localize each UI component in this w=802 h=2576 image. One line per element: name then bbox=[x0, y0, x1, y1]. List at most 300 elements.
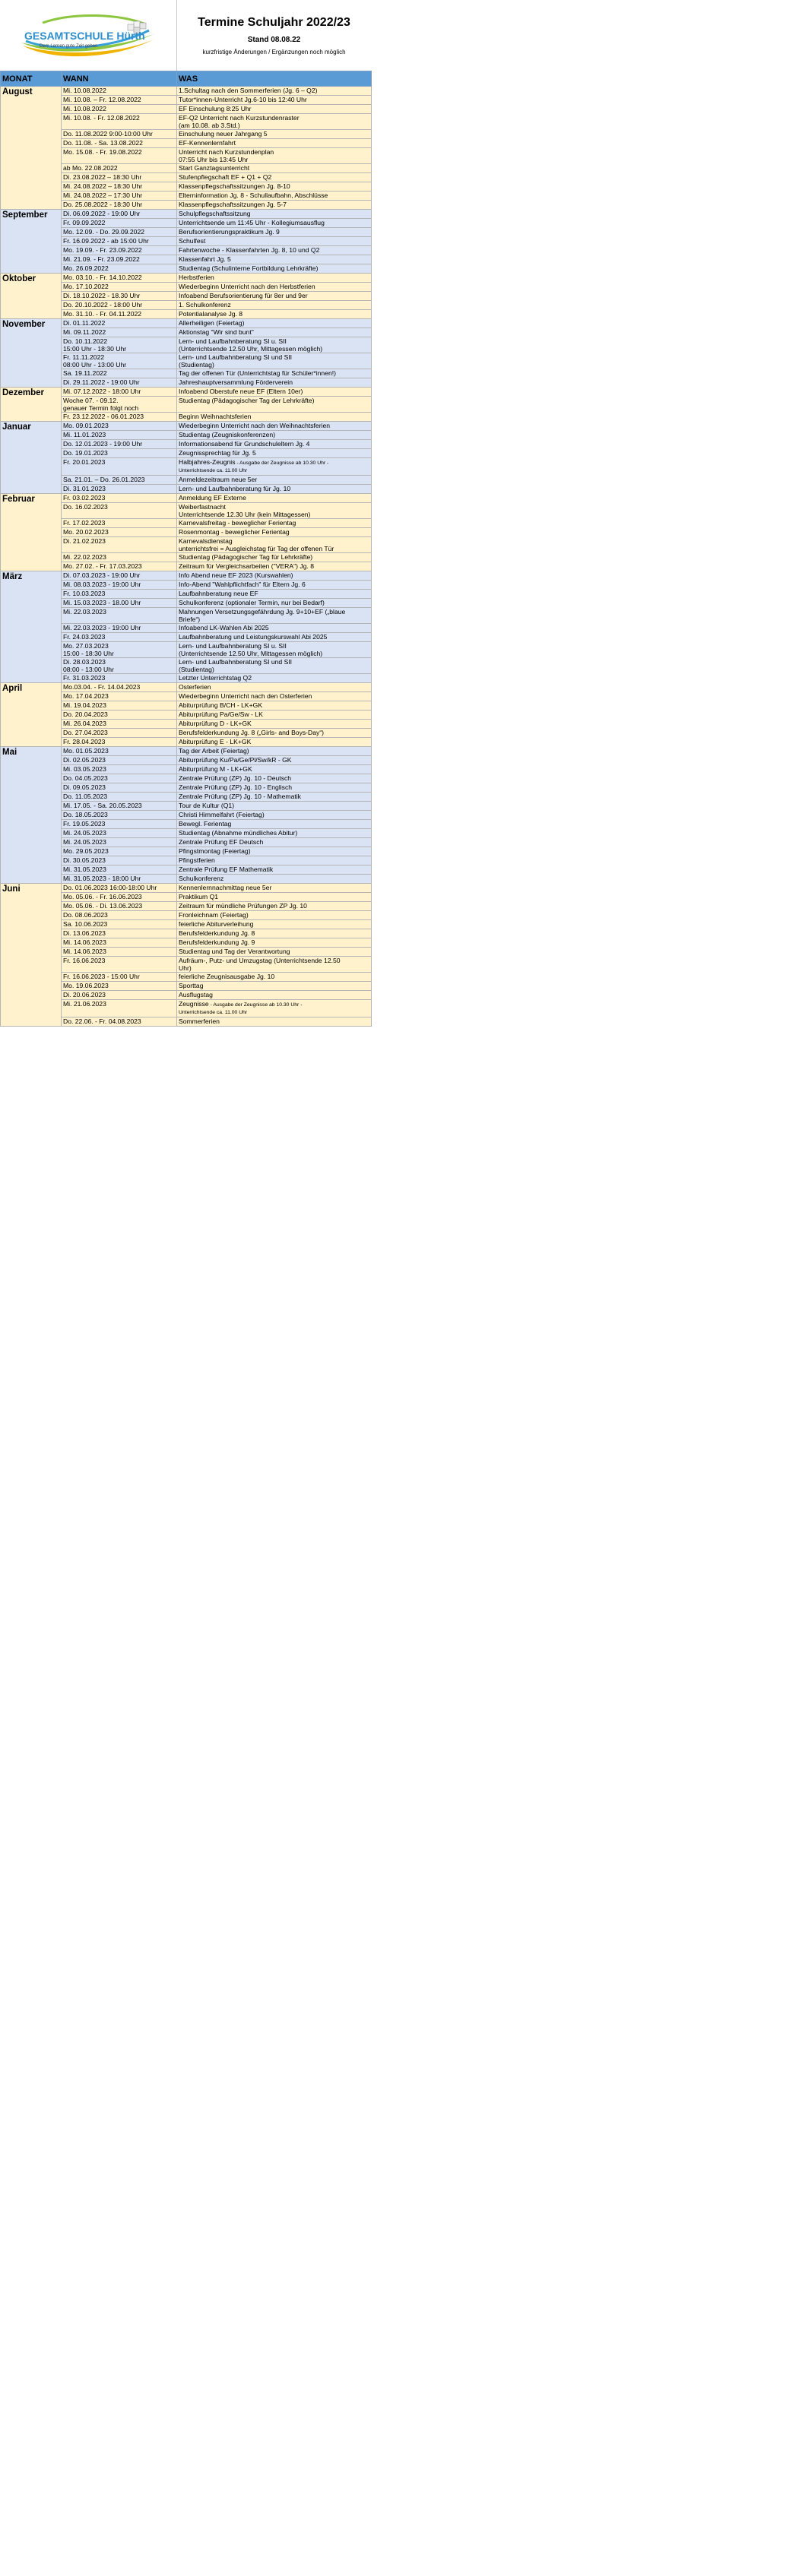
logo-slogan: Dem Lernen gute Zeit geben bbox=[40, 44, 98, 49]
what-text-main: Schulkonferenz (optionaler Termin, nur bei Bedarf) bbox=[179, 599, 325, 606]
when-text: Mi. 09.11.2022 bbox=[63, 328, 106, 336]
what-cell bbox=[177, 811, 372, 820]
when-text-line2: 08:00 - 13:00 Uhr bbox=[63, 666, 114, 673]
when-cell bbox=[62, 624, 177, 633]
what-text bbox=[179, 893, 369, 900]
what-text bbox=[179, 182, 369, 190]
what-text-main: Halbjahres-Zeugnis bbox=[179, 458, 236, 466]
what-cell bbox=[177, 494, 372, 503]
what-text bbox=[179, 105, 369, 112]
when-cell bbox=[62, 328, 177, 337]
when-text: Woche 07. - 09.12. bbox=[63, 397, 119, 404]
when-text: Fr. 09.09.2022 bbox=[63, 219, 106, 226]
what-cell bbox=[177, 658, 372, 674]
when-cell bbox=[62, 191, 177, 201]
what-text bbox=[179, 902, 369, 910]
what-cell bbox=[177, 246, 372, 255]
when-cell bbox=[62, 590, 177, 599]
what-text bbox=[179, 982, 369, 989]
when-cell bbox=[62, 948, 177, 957]
what-text bbox=[179, 948, 369, 955]
when-cell bbox=[62, 608, 177, 624]
what-text-line2: (am 10.08. ab 3.Std.) bbox=[179, 122, 240, 129]
what-text bbox=[179, 301, 369, 309]
when-cell bbox=[62, 642, 177, 658]
when-cell bbox=[62, 528, 177, 537]
when-text: Di. 18.10.2022 - 18.30 Uhr bbox=[63, 292, 141, 299]
what-text bbox=[179, 847, 369, 855]
what-cell bbox=[177, 929, 372, 938]
what-text-small: - Ausgabe der Zeugnisse ab 10.30 Uhr - bbox=[208, 1002, 303, 1008]
what-text bbox=[179, 319, 369, 327]
what-cell bbox=[177, 105, 372, 114]
when-cell bbox=[62, 397, 177, 413]
what-text bbox=[179, 642, 369, 650]
when-cell bbox=[62, 957, 177, 973]
what-text-main: Wiederbeginn Unterricht nach den Weihnachtsferien bbox=[179, 422, 331, 429]
what-text-main: Fahrtenwoche - Klassenfahrten Jg. 8, 10 und Q2 bbox=[179, 246, 320, 254]
when-text: Do. 25.08.2022 - 18:30 Uhr bbox=[63, 201, 143, 208]
what-text bbox=[179, 440, 369, 448]
what-text bbox=[179, 581, 369, 588]
what-cell bbox=[177, 581, 372, 590]
what-cell bbox=[177, 783, 372, 793]
table-row bbox=[1, 274, 372, 283]
what-text-main: Abiturprüfung Ku/Pa/Ge/Pl/Sw/kR - GK bbox=[179, 756, 292, 764]
when-cell bbox=[62, 793, 177, 802]
what-cell bbox=[177, 793, 372, 802]
when-text: Mo. 19.06.2023 bbox=[63, 982, 109, 989]
what-text bbox=[179, 802, 369, 809]
schedule-body bbox=[1, 87, 372, 1027]
when-text: Mi. 08.03.2023 - 19:00 Uhr bbox=[63, 581, 141, 588]
schedule-table bbox=[0, 71, 372, 1027]
what-text-main: Beginn Weihnachtsferien bbox=[179, 413, 252, 420]
what-text bbox=[179, 562, 369, 570]
what-cell bbox=[177, 219, 372, 228]
when-cell bbox=[62, 633, 177, 642]
when-cell bbox=[62, 237, 177, 246]
month-cell: August bbox=[1, 87, 62, 210]
what-cell bbox=[177, 191, 372, 201]
change-note: kurzfristige Änderungen / Ergänzungen noch möglich bbox=[202, 49, 346, 55]
what-text bbox=[179, 210, 369, 217]
what-text-main: Pfingstmontag (Feiertag) bbox=[179, 847, 251, 855]
when-text: Di. 31.01.2023 bbox=[63, 485, 106, 492]
when-text: Do. 20.10.2022 - 18:00 Uhr bbox=[63, 301, 143, 309]
when-text: Fr. 16.06.2023 - 15:00 Uhr bbox=[63, 973, 140, 980]
table-row bbox=[1, 388, 372, 397]
when-cell bbox=[62, 255, 177, 264]
what-text-main: Studientag (Pädagogischer Tag der Lehrkräfte) bbox=[179, 397, 315, 404]
what-cell bbox=[177, 337, 372, 353]
when-cell bbox=[62, 929, 177, 938]
what-text-main: Info Abend neue EF 2023 (Kurswahlen) bbox=[179, 571, 293, 579]
month-cell: Mai bbox=[1, 747, 62, 884]
month-cell: März bbox=[1, 571, 62, 683]
what-text bbox=[179, 911, 369, 919]
when-text: Mi. 15.03.2023 - 18.00 Uhr bbox=[63, 599, 141, 606]
table-row bbox=[1, 494, 372, 503]
what-text-main: Unterrichtsende um 11:45 Uhr - Kollegiumsausflug bbox=[179, 219, 325, 226]
what-text-main: Berufsfelderkundung Jg. 8 bbox=[179, 929, 255, 937]
what-text-main: Zeitraum für Vergleichsarbeiten ("VERA") Jg. 8 bbox=[179, 562, 315, 570]
what-text bbox=[179, 866, 369, 873]
month-cell: Dezember bbox=[1, 388, 62, 422]
logo-text: GESAMTSCHULE Hürth bbox=[24, 30, 145, 42]
when-cell bbox=[62, 431, 177, 440]
when-text: Mi. 07.12.2022 - 18:00 Uhr bbox=[63, 388, 141, 395]
what-text-main: Abiturprüfung E - LK+GK bbox=[179, 738, 252, 745]
month-cell: September bbox=[1, 210, 62, 274]
what-cell bbox=[177, 431, 372, 440]
month-cell: Juni bbox=[1, 884, 62, 1027]
what-cell bbox=[177, 982, 372, 991]
what-text bbox=[179, 310, 369, 318]
what-text-main: feierliche Zeugnisausgabe Jg. 10 bbox=[179, 973, 275, 980]
when-cell bbox=[62, 911, 177, 920]
when-text: Mi. 22.02.2023 bbox=[63, 553, 106, 561]
what-text-main: Infoabend LK-Wahlen Abi 2025 bbox=[179, 624, 269, 631]
what-text-main: Tour de Kultur (Q1) bbox=[179, 802, 235, 809]
when-cell bbox=[62, 105, 177, 114]
when-cell bbox=[62, 747, 177, 756]
when-cell bbox=[62, 729, 177, 738]
what-text-main: Info-Abend "Wahlpflichtfach" für Eltern Jg. 6 bbox=[179, 581, 306, 588]
what-text bbox=[179, 87, 369, 94]
what-text bbox=[179, 811, 369, 818]
what-cell bbox=[177, 729, 372, 738]
when-text: Mi. 10.08. – Fr. 12.08.2022 bbox=[63, 96, 141, 103]
when-cell bbox=[62, 353, 177, 369]
month-cell: April bbox=[1, 683, 62, 747]
what-text-line2: Unterrichtsende 12.30 Uhr (kein Mittagessen) bbox=[179, 511, 311, 518]
table-header-row bbox=[1, 71, 372, 87]
when-text: Mi. 26.04.2023 bbox=[63, 720, 106, 727]
when-cell bbox=[62, 674, 177, 683]
when-cell bbox=[62, 114, 177, 130]
what-text-main: Bewegl. Ferientag bbox=[179, 820, 232, 828]
when-text: Mi. 10.08.2022 bbox=[63, 87, 106, 94]
what-text bbox=[179, 413, 369, 420]
when-text: Mi. 22.03.2023 bbox=[63, 608, 106, 616]
what-text bbox=[179, 353, 369, 361]
month-cell: Januar bbox=[1, 422, 62, 494]
what-cell bbox=[177, 590, 372, 599]
what-text bbox=[179, 756, 369, 764]
when-text: Mi. 14.06.2023 bbox=[63, 938, 106, 946]
what-text-main: Weiberfastnacht bbox=[179, 503, 226, 511]
when-text: Di. 02.05.2023 bbox=[63, 756, 106, 764]
what-text bbox=[179, 599, 369, 606]
what-text-main: Schulkonferenz bbox=[179, 875, 224, 882]
table-row bbox=[1, 319, 372, 328]
when-cell bbox=[62, 503, 177, 519]
what-text-main: Zentrale Prüfung (ZP) Jg. 10 - Englisch bbox=[179, 783, 293, 791]
when-text: Di. 01.11.2022 bbox=[63, 319, 106, 327]
when-text: Mi. 11.01.2023 bbox=[63, 431, 106, 438]
when-text: Di. 13.06.2023 bbox=[63, 929, 106, 937]
what-text bbox=[179, 710, 369, 718]
when-text: Do. 18.05.2023 bbox=[63, 811, 108, 818]
what-text bbox=[179, 130, 369, 138]
what-cell bbox=[177, 201, 372, 210]
what-text bbox=[179, 328, 369, 336]
when-text: Sa. 19.11.2022 bbox=[63, 369, 107, 377]
what-cell bbox=[177, 562, 372, 571]
what-text-main: Infoabend Oberstufe neue EF (Eltern 10er) bbox=[179, 388, 303, 395]
table-row bbox=[1, 884, 372, 893]
what-cell bbox=[177, 856, 372, 866]
when-cell bbox=[62, 991, 177, 1000]
what-text-main: Mahnungen Versetzungsgefährdung Jg. 9+10+EF („blaue bbox=[179, 608, 346, 616]
what-text bbox=[179, 485, 369, 492]
when-cell bbox=[62, 738, 177, 747]
what-text-main: Zeugnissprechtag für Jg. 5 bbox=[179, 449, 256, 457]
when-text: Mo. 17.04.2023 bbox=[63, 692, 109, 700]
when-text: Fr. 31.03.2023 bbox=[63, 674, 106, 682]
what-text bbox=[179, 191, 369, 199]
what-text-main: Abiturprüfung D - LK+GK bbox=[179, 720, 252, 727]
when-cell bbox=[62, 973, 177, 982]
when-cell bbox=[62, 369, 177, 378]
when-text: Mo. 19.09. - Fr. 23.09.2022 bbox=[63, 246, 142, 254]
what-cell bbox=[177, 353, 372, 369]
what-text-main: Fronleichnam (Feiertag) bbox=[179, 911, 249, 919]
what-text bbox=[179, 674, 369, 682]
when-text: Di. 29.11.2022 - 19:00 Uhr bbox=[63, 378, 140, 386]
what-cell bbox=[177, 397, 372, 413]
what-text bbox=[179, 938, 369, 946]
what-text bbox=[179, 164, 369, 172]
when-text: Do. 19.01.2023 bbox=[63, 449, 108, 457]
what-text-line2: (Unterrichtsende 12.50 Uhr, Mittagessen möglich) bbox=[179, 345, 323, 353]
what-cell bbox=[177, 642, 372, 658]
what-cell bbox=[177, 114, 372, 130]
what-text-main: Pfingstferien bbox=[179, 856, 215, 864]
when-cell bbox=[62, 449, 177, 458]
what-text bbox=[179, 337, 369, 345]
what-text bbox=[179, 590, 369, 597]
what-text-main: Karnevalsfreitag - beweglicher Ferientag bbox=[179, 519, 296, 527]
what-cell bbox=[177, 920, 372, 929]
when-cell bbox=[62, 413, 177, 422]
month-cell: November bbox=[1, 319, 62, 388]
when-cell bbox=[62, 683, 177, 692]
what-text-main: Zentrale Prüfung EF Deutsch bbox=[179, 838, 264, 846]
when-cell bbox=[62, 378, 177, 388]
when-cell bbox=[62, 219, 177, 228]
when-text: Mo. 31.10. - Fr. 04.11.2022 bbox=[63, 310, 142, 318]
what-text-main: Letzter Unterrichtstag Q2 bbox=[179, 674, 252, 682]
what-cell bbox=[177, 130, 372, 139]
when-text: Mo. 03.10. - Fr. 14.10.2022 bbox=[63, 274, 142, 281]
what-cell bbox=[177, 378, 372, 388]
what-text bbox=[179, 991, 369, 998]
what-text-main: Aktionstag "Wir sind bunt" bbox=[179, 328, 254, 336]
when-cell bbox=[62, 264, 177, 274]
table-row bbox=[1, 683, 372, 692]
what-text bbox=[179, 503, 369, 511]
document-header bbox=[0, 0, 371, 71]
what-text bbox=[179, 255, 369, 263]
what-cell bbox=[177, 957, 372, 973]
what-text-main: Karnevalsdienstag bbox=[179, 537, 233, 545]
what-cell bbox=[177, 875, 372, 884]
what-text bbox=[179, 929, 369, 937]
what-cell bbox=[177, 164, 372, 173]
what-cell bbox=[177, 301, 372, 310]
when-text: Fr. 16.09.2022 - ab 15:00 Uhr bbox=[63, 237, 149, 245]
what-text bbox=[179, 237, 369, 245]
when-text: Mo. 27.03.2023 bbox=[63, 642, 109, 650]
when-cell bbox=[62, 310, 177, 319]
what-cell bbox=[177, 503, 372, 519]
when-text: Di. 09.05.2023 bbox=[63, 783, 106, 791]
when-text: Mo. 29.05.2023 bbox=[63, 847, 109, 855]
what-cell bbox=[177, 264, 372, 274]
what-text-main: Lern- und Laufbahnberatung SI und SII bbox=[179, 353, 293, 361]
when-text: Mi. 22.03.2023 - 19:00 Uhr bbox=[63, 624, 141, 631]
when-text: Mo. 12.09. - Do. 29.09.2022 bbox=[63, 228, 145, 236]
what-text-line2: (Studientag) bbox=[179, 666, 214, 673]
what-text-main: Zentrale Prüfung EF Mathematik bbox=[179, 866, 274, 873]
what-text-main: Kennenlernnachmittag neue 5er bbox=[179, 884, 272, 891]
what-cell bbox=[177, 829, 372, 838]
when-text: Mi. 19.04.2023 bbox=[63, 701, 106, 709]
when-text: Mi. 21.06.2023 bbox=[63, 1000, 106, 1008]
when-text: Mo. 27.02. - Fr. 17.03.2023 bbox=[63, 562, 142, 570]
when-cell bbox=[62, 866, 177, 875]
month-cell: Februar bbox=[1, 494, 62, 571]
when-text: Mi. 31.05.2023 - 18:00 Uhr bbox=[63, 875, 141, 882]
what-text-main: 1.Schultag nach den Sommerferien (Jg. 6 – Q2) bbox=[179, 87, 318, 94]
when-text: Do. 20.04.2023 bbox=[63, 710, 108, 718]
what-cell bbox=[177, 701, 372, 710]
when-cell bbox=[62, 148, 177, 164]
what-text bbox=[179, 476, 369, 483]
what-text-main: Start Ganztagsunterricht bbox=[179, 164, 250, 172]
when-cell bbox=[62, 87, 177, 96]
when-text-line2: 15:00 Uhr - 18:30 Uhr bbox=[63, 345, 127, 353]
when-cell bbox=[62, 173, 177, 182]
when-text: Do. 11.08.2022 9:00-10:00 Uhr bbox=[63, 130, 153, 138]
what-text-main: Zentrale Prüfung (ZP) Jg. 10 - Deutsch bbox=[179, 774, 292, 782]
what-text-main: Elterninformation Jg. 8 - Schullaufbahn, Abschlüsse bbox=[179, 191, 328, 199]
what-text-main: EF Einschulung 8:25 Uhr bbox=[179, 105, 252, 112]
when-cell bbox=[62, 884, 177, 893]
what-cell bbox=[177, 182, 372, 191]
what-text-main: Sommerferien bbox=[179, 1017, 220, 1025]
what-cell bbox=[177, 884, 372, 893]
what-text bbox=[179, 264, 369, 272]
when-cell bbox=[62, 599, 177, 608]
when-text: Fr. 10.03.2023 bbox=[63, 590, 106, 597]
what-cell bbox=[177, 274, 372, 283]
what-text-main: Abiturprüfung B/CH - LK+GK bbox=[179, 701, 263, 709]
what-text bbox=[179, 274, 369, 281]
schedule-page bbox=[0, 0, 371, 1191]
when-cell bbox=[62, 201, 177, 210]
stand-date: Stand 08.08.22 bbox=[247, 36, 301, 44]
when-text: Mo. 20.02.2023 bbox=[63, 528, 109, 536]
what-cell bbox=[177, 519, 372, 528]
what-text-main: Klassenpflegschaftssitzungen Jg. 8-10 bbox=[179, 182, 290, 190]
what-cell bbox=[177, 847, 372, 856]
what-cell bbox=[177, 683, 372, 692]
what-text-main: Tutor*innen-Unterricht Jg.6-10 bis 12:40 Uhr bbox=[179, 96, 307, 103]
what-cell bbox=[177, 310, 372, 319]
when-text: Fr. 20.01.2023 bbox=[63, 458, 106, 466]
what-cell bbox=[177, 911, 372, 920]
when-text: Mi. 24.05.2023 bbox=[63, 838, 106, 846]
when-text: Sa. 21.01. – Do. 26.01.2023 bbox=[63, 476, 145, 483]
what-text bbox=[179, 633, 369, 641]
when-cell bbox=[62, 710, 177, 720]
what-cell bbox=[177, 802, 372, 811]
what-text-line2: unterrichtsfrei = Ausgleichstag für Tag der offenen Tür bbox=[179, 545, 334, 552]
what-text-main: feierliche Abiturverleihung bbox=[179, 920, 254, 928]
what-text-main: Einschulung neuer Jahrgang 5 bbox=[179, 130, 268, 138]
what-cell bbox=[177, 938, 372, 948]
what-cell bbox=[177, 738, 372, 747]
when-text: Do. 11.05.2023 bbox=[63, 793, 108, 800]
what-cell bbox=[177, 388, 372, 397]
when-text: Fr. 28.04.2023 bbox=[63, 738, 106, 745]
when-text: Fr. 23.12.2022 - 06.01.2023 bbox=[63, 413, 144, 420]
school-logo bbox=[0, 0, 177, 71]
what-text-line2: (Studientag) bbox=[179, 361, 214, 369]
what-cell bbox=[177, 599, 372, 608]
what-text bbox=[179, 973, 369, 980]
what-text bbox=[179, 397, 369, 404]
when-cell bbox=[62, 938, 177, 948]
what-cell bbox=[177, 720, 372, 729]
what-text bbox=[179, 701, 369, 709]
what-text-main: Studientag (Schulinterne Fortbildung Lehrkräfte) bbox=[179, 264, 319, 272]
what-text-main: Aufräum-, Putz- und Umzugstag (Unterrichtsende 12.50 bbox=[179, 957, 341, 964]
when-cell bbox=[62, 875, 177, 884]
when-cell bbox=[62, 553, 177, 562]
what-text-main: Abiturprüfung Pa/Ge/Sw - LK bbox=[179, 710, 263, 718]
when-cell bbox=[62, 182, 177, 191]
when-cell bbox=[62, 820, 177, 829]
when-text: Do. 16.02.2023 bbox=[63, 503, 108, 511]
when-cell bbox=[62, 283, 177, 292]
what-cell bbox=[177, 485, 372, 494]
when-text: Mo. 05.06. - Di. 13.06.2023 bbox=[63, 902, 143, 910]
what-cell bbox=[177, 139, 372, 148]
what-text bbox=[179, 283, 369, 290]
what-text bbox=[179, 875, 369, 882]
when-text: Fr. 16.06.2023 bbox=[63, 957, 106, 964]
what-cell bbox=[177, 537, 372, 553]
what-text bbox=[179, 246, 369, 254]
when-text: Mi. 24.05.2023 bbox=[63, 829, 106, 837]
what-cell bbox=[177, 255, 372, 264]
what-text bbox=[179, 173, 369, 181]
when-cell bbox=[62, 920, 177, 929]
when-cell bbox=[62, 856, 177, 866]
when-text: Fr. 03.02.2023 bbox=[63, 494, 106, 502]
what-cell bbox=[177, 292, 372, 301]
what-text bbox=[179, 553, 369, 561]
when-cell bbox=[62, 720, 177, 729]
what-text-main: Herbstferien bbox=[179, 274, 214, 281]
when-cell bbox=[62, 476, 177, 485]
when-cell bbox=[62, 756, 177, 765]
what-cell bbox=[177, 692, 372, 701]
